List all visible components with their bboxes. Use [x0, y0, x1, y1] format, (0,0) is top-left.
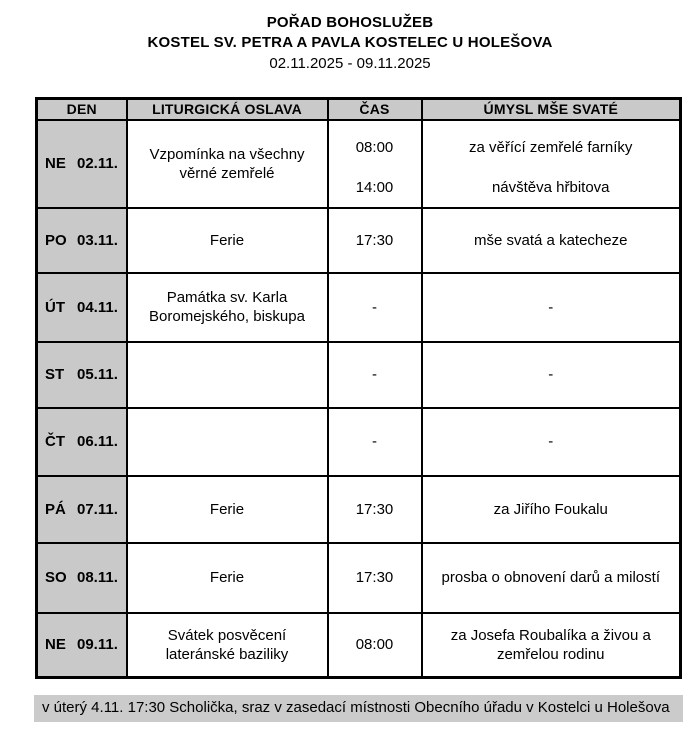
day-cell: [37, 408, 127, 476]
day-abbrev: ÚT: [45, 298, 65, 316]
page-subtitle: KOSTEL SV. PETRA A PAVLA KOSTELEC U HOLEŠOVA: [147, 34, 553, 51]
time-value: 17:30: [355, 569, 394, 586]
day-cell: [37, 120, 127, 208]
table-row: [37, 613, 681, 678]
column-header-den: DEN: [37, 99, 127, 120]
time-value: -: [372, 366, 377, 383]
day-abbrev: ČT: [45, 433, 65, 450]
table-row: [37, 408, 681, 476]
date-range: 02.11.2025 - 09.11.2025: [269, 55, 431, 72]
celebration-cell: Ferie: [127, 543, 328, 613]
intention-cell: [422, 543, 681, 613]
footer-note: v úterý 4.11. 17:30 Scholička, sraz v zasedací místnosti Obecního úřadu v Kostelci u Holešova: [34, 695, 683, 722]
time-cell: [328, 208, 422, 273]
day-abbrev: NE: [45, 155, 66, 172]
intention-cell: [422, 273, 681, 342]
intention-value: -: [548, 433, 554, 450]
day-date: 07.11.: [77, 500, 118, 518]
celebration-cell: Svátek posvěcení lateránské baziliky: [127, 613, 328, 678]
column-header-cas: ČAS: [328, 99, 422, 120]
table-row: [37, 476, 681, 543]
celebration-cell: Vzpomínka na všechny věrné zemřelé: [127, 120, 328, 208]
day-date: 02.11.: [77, 155, 118, 172]
day-date: 09.11.: [77, 636, 118, 654]
intention-value: za věřící zemřelé farníky: [469, 139, 633, 156]
time-value: 17:30: [355, 500, 394, 518]
time-cell: [328, 543, 422, 613]
celebration-cell: Památka sv. Karla Boromejského, biskupa: [127, 273, 328, 342]
time-value: 14:00: [355, 179, 394, 196]
intention-cell: [422, 613, 681, 678]
day-cell: [37, 273, 127, 342]
intention-value: mše svatá a katecheze: [474, 231, 628, 249]
time-value: 08:00: [355, 636, 394, 654]
intention-cell: [422, 208, 681, 273]
intention-value: -: [548, 298, 554, 316]
intention-cell: [422, 476, 681, 543]
day-date: 05.11.: [77, 366, 118, 383]
time-cell: [328, 476, 422, 543]
time-cell: [328, 273, 422, 342]
day-cell: [37, 476, 127, 543]
day-abbrev: PÁ: [45, 500, 66, 518]
time-value: 08:00: [355, 139, 394, 156]
time-cell: [328, 408, 422, 476]
time-cell: [328, 342, 422, 408]
day-cell: [37, 208, 127, 273]
time-cell: [328, 613, 422, 678]
celebration-cell: [127, 408, 328, 476]
intention-value: za Jiřího Foukalu: [493, 500, 608, 518]
day-date: 06.11.: [77, 433, 118, 450]
day-abbrev: PO: [45, 231, 67, 249]
time-value: 17:30: [355, 231, 394, 249]
column-header-umysl-mse-svate: ÚMYSL MŠE SVATÉ: [422, 99, 681, 120]
header-row: [37, 99, 681, 120]
intention-cell: [422, 342, 681, 408]
page-title: POŘAD BOHOSLUŽEB: [266, 14, 434, 31]
day-abbrev: SO: [45, 569, 67, 586]
day-cell: [37, 342, 127, 408]
time-cell: [328, 120, 422, 208]
document-header: [0, 0, 700, 74]
schedule-body: [37, 120, 681, 678]
intention-value: návštěva hřbitova: [491, 179, 610, 196]
intention-value: -: [548, 366, 554, 383]
day-date: 03.11.: [77, 231, 118, 249]
time-value: -: [372, 298, 377, 316]
schedule-table: [35, 97, 682, 679]
table-row: [37, 120, 681, 208]
celebration-cell: [127, 342, 328, 408]
celebration-cell: Ferie: [127, 476, 328, 543]
day-cell: [37, 543, 127, 613]
table-row: [37, 208, 681, 273]
day-cell: [37, 613, 127, 678]
day-abbrev: NE: [45, 636, 66, 654]
column-header-liturgicka-oslava: LITURGICKÁ OSLAVA: [127, 99, 328, 120]
intention-value: za Josefa Roubalíka a živou a zemřelou rodinu: [450, 626, 651, 663]
celebration-cell: Ferie: [127, 208, 328, 273]
schedule-table-header: [37, 99, 681, 120]
intention-cell: [422, 408, 681, 476]
intention-cell: [422, 120, 681, 208]
day-abbrev: ST: [45, 366, 65, 383]
table-row: [37, 342, 681, 408]
time-value: -: [372, 433, 377, 450]
table-row: [37, 273, 681, 342]
day-date: 04.11.: [77, 298, 118, 316]
table-row: [37, 543, 681, 613]
intention-value: prosba o obnovení darů a milostí: [441, 569, 660, 586]
day-date: 08.11.: [77, 569, 118, 586]
